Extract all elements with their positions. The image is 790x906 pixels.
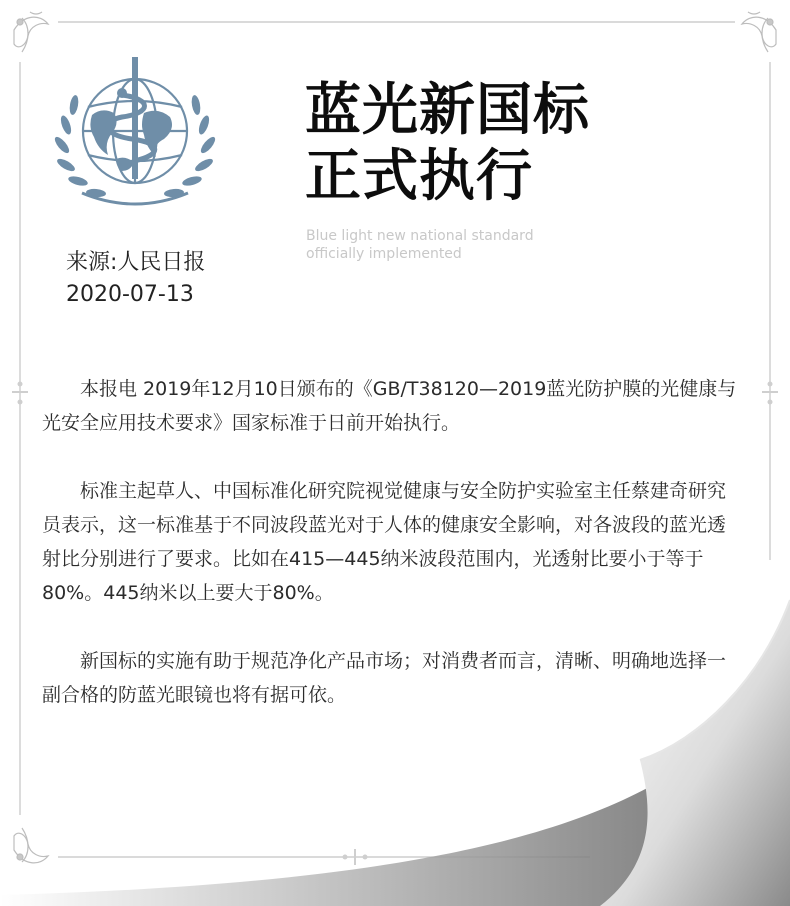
- who-emblem-logo: [52, 55, 218, 211]
- subtitle-line-1: Blue light new national standard: [306, 228, 534, 244]
- english-subtitle: [306, 227, 534, 263]
- page-title: [305, 78, 590, 210]
- article-body: [42, 372, 742, 746]
- bottom-center-ornament: [343, 849, 368, 865]
- side-ornament-left: [12, 382, 28, 405]
- subtitle-line-2: officially implemented: [306, 246, 462, 262]
- corner-ornament-bottom-left: [14, 828, 48, 863]
- source-label: 来源:人民日报: [66, 250, 206, 275]
- title-line-1: 蓝光新国标: [305, 78, 590, 143]
- article-paragraph: 本报电 2019年12月10日颁布的《GB/T38120—2019蓝光防护膜的光健康与光安全应用技术要求》国家标准于日前开始执行。: [42, 378, 737, 434]
- source-block: [66, 247, 205, 311]
- title-line-2: 正式执行: [305, 144, 533, 209]
- article-paragraph: 标准主起草人、中国标准化研究院视觉健康与安全防护实验室主任蔡建奇研究员表示，这一标准基于不同波段蓝光对于人体的健康安全影响，对各波段的蓝光透射比分别进行了要求。比如在415—445纳米波段范围内，光透射比要小于等于80%。445纳米以上要大于80%。: [42, 480, 727, 604]
- publish-date: 2020-07-13: [66, 282, 194, 307]
- corner-ornament-top-left: [14, 12, 48, 52]
- corner-ornament-top-right: [742, 12, 776, 52]
- side-ornament-right: [762, 382, 778, 405]
- article-paragraph: 新国标的实施有助于规范净化产品市场；对消费者而言，清晰、明确地选择一副合格的防蓝光眼镜也将有据可依。: [42, 650, 727, 706]
